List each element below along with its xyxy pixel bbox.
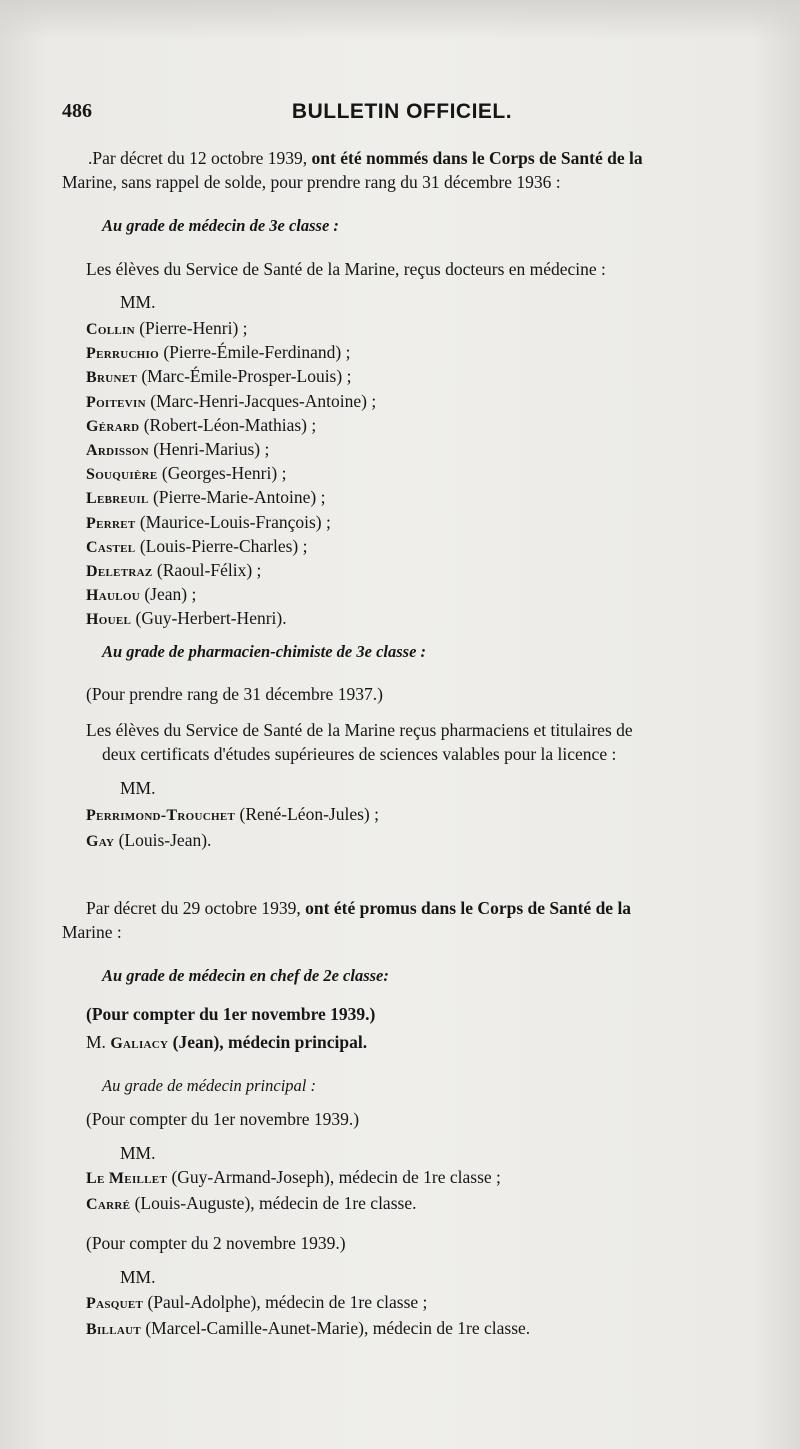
mm-label-3: MM.: [120, 1143, 156, 1163]
list-item: [86, 802, 379, 828]
entry-surname: Ardisson: [86, 441, 149, 459]
compter-1: (Pour compter du 1er novembre 1939.): [86, 1004, 376, 1024]
entry-surname: Gay: [86, 833, 115, 850]
entry-given-names: (Guy-Herbert-Henri).: [135, 608, 287, 629]
heading-pharmacien-3e: Au grade de pharmacien-chimiste de 3e classe :: [102, 642, 427, 661]
list-item: [86, 316, 376, 340]
entry-given-names: (Paul-Adolphe), médecin de 1re classe ;: [147, 1292, 428, 1312]
entry-surname: Perret: [86, 514, 136, 532]
entry-surname: Collin: [86, 321, 135, 338]
mm-label-4: MM.: [120, 1267, 156, 1287]
list-item: [86, 510, 376, 534]
decree1-intro: [88, 146, 768, 170]
galiacy-line: [86, 1030, 367, 1056]
entry-given-names: (René-Léon-Jules) ;: [239, 804, 379, 824]
entry-surname: Perrimond-Trouchet: [86, 807, 236, 824]
list-item: [86, 364, 376, 388]
principal-group-2: [86, 1290, 530, 1342]
galiacy-m: M.: [86, 1032, 106, 1052]
entry-given-names: (Pierre-Marie-Antoine) ;: [152, 487, 326, 508]
eleves-pharmaciens-a: Les élèves du Service de Santé de la Marine reçus pharmaciens et titulaires de: [86, 720, 633, 740]
entry-surname: Pasquet: [86, 1295, 144, 1312]
entry-given-names: (Jean) ;: [144, 584, 197, 605]
entry-surname: Gérard: [86, 417, 140, 435]
entry-surname: Perruchio: [86, 345, 159, 363]
list-item: [86, 485, 376, 509]
list-item: [86, 558, 376, 582]
compter-2: (Pour compter du 1er novembre 1939.): [86, 1109, 360, 1129]
entry-given-names: (Maurice-Louis-François) ;: [139, 511, 331, 532]
decree2-intro-c: Marine :: [62, 922, 122, 942]
entry-surname: Brunet: [86, 369, 137, 387]
entry-given-names: (Robert-Léon-Mathias) ;: [143, 414, 317, 435]
medecins-list: [86, 316, 376, 630]
page-header: [62, 100, 742, 130]
decree1-intro-c: Marine, sans rappel de solde, pour prendre rang du 31 décembre 1936 :: [62, 172, 561, 192]
entry-surname: Le Meillet: [86, 1170, 168, 1187]
entry-surname: Carré: [86, 1196, 131, 1213]
entry-given-names: (Marc-Henri-Jacques-Antoine) ;: [150, 390, 377, 411]
list-item: [86, 1290, 530, 1316]
entry-surname: Lebreuil: [86, 490, 149, 508]
entry-given-names: (Marc-Émile-Prosper-Louis) ;: [141, 366, 352, 387]
entry-given-names: (Georges-Henri) ;: [161, 463, 287, 484]
list-item: [86, 1316, 530, 1342]
entry-surname: Souquière: [86, 466, 158, 484]
eleves-pharmaciens-b: deux certificats d'études supérieures de sciences valables pour la licence :: [102, 744, 617, 764]
entry-given-names: (Marcel-Camille-Aunet-Marie), médecin de 1re classe.: [145, 1318, 531, 1338]
entry-given-names: (Louis-Pierre-Charles) ;: [139, 535, 308, 556]
list-item: [86, 437, 376, 461]
decree2-intro: [86, 896, 766, 920]
pharmaciens-list: [86, 802, 379, 854]
rang-pharmacien: (Pour prendre rang de 31 décembre 1937.): [86, 684, 383, 704]
list-item: [86, 1165, 501, 1191]
mm-label-1: MM.: [120, 292, 156, 312]
list-item: [86, 461, 376, 485]
list-item: [86, 582, 376, 606]
heading-medecin-principal: Au grade de médecin principal :: [102, 1076, 316, 1095]
decree2-intro-a: Par décret du 29 octobre 1939,: [86, 898, 306, 918]
galiacy-surname: Galiacy: [110, 1035, 169, 1052]
list-item: [86, 389, 376, 413]
entry-surname: Poitevin: [86, 393, 146, 411]
entry-surname: Deletraz: [86, 562, 153, 580]
decree2-intro-b: ont été promus dans le Corps de Santé de la: [305, 898, 632, 918]
entry-surname: Houel: [86, 611, 132, 629]
heading-medecin-3e: Au grade de médecin de 3e classe :: [102, 216, 339, 235]
entry-given-names: (Pierre-Henri) ;: [139, 318, 248, 338]
running-title: BULLETIN OFFICIEL.: [291, 100, 513, 123]
entry-surname: Castel: [86, 538, 136, 556]
list-item: [86, 534, 376, 558]
eleves-medecins: Les élèves du Service de Santé de la Marine, reçus docteurs en médecine :: [86, 259, 606, 279]
entry-surname: Billaut: [86, 1321, 141, 1338]
galiacy-given: (Jean), médecin principal.: [172, 1032, 368, 1052]
page-number: 486: [62, 100, 92, 122]
list-item: [86, 340, 376, 364]
list-item: [86, 413, 376, 437]
entry-given-names: (Pierre-Émile-Ferdinand) ;: [163, 342, 351, 363]
list-item: [86, 1191, 501, 1217]
heading-medecin-chef-2e: Au grade de médecin en chef de 2e classe:: [102, 966, 389, 985]
list-item: [86, 606, 376, 630]
entry-given-names: (Louis-Auguste), médecin de 1re classe.: [134, 1193, 417, 1213]
decree1-intro-a: .Par décret du 12 octobre 1939,: [88, 148, 312, 168]
mm-label-2: MM.: [120, 778, 156, 798]
list-item: [86, 828, 379, 854]
entry-given-names: (Henri-Marius) ;: [153, 438, 270, 459]
compter-3: (Pour compter du 2 novembre 1939.): [86, 1233, 346, 1253]
entry-given-names: (Raoul-Félix) ;: [156, 559, 262, 580]
principal-group-1: [86, 1165, 501, 1217]
entry-given-names: (Guy-Armand-Joseph), médecin de 1re classe ;: [171, 1167, 501, 1187]
entry-given-names: (Louis-Jean).: [118, 830, 212, 850]
entry-surname: Haulou: [86, 587, 140, 605]
decree1-intro-b: ont été nommés dans le Corps de Santé de la: [311, 148, 643, 168]
